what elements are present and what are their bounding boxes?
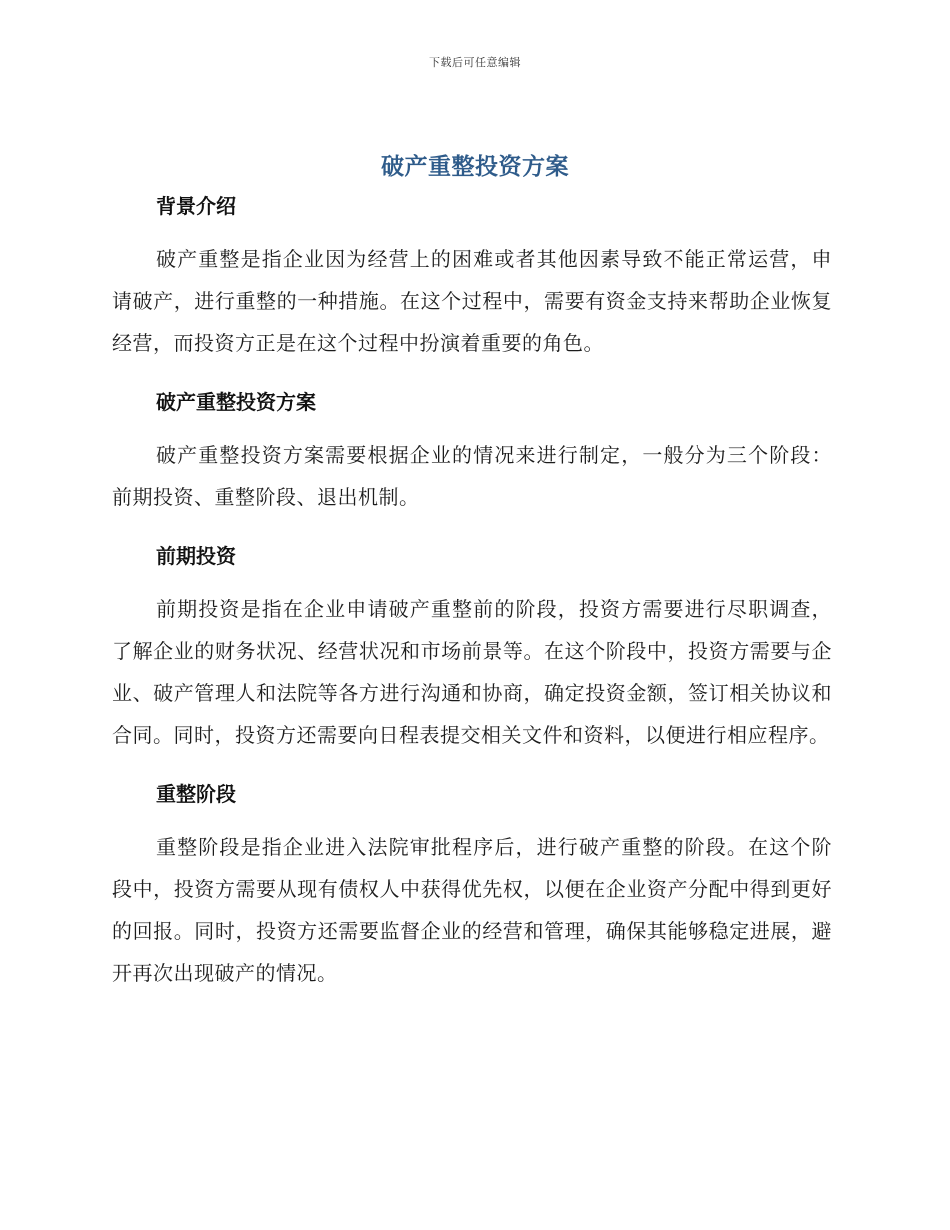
section-paragraph: 破产重整投资方案需要根据企业的情况来进行制定，一般分为三个阶段：前期投资、重整阶段、退出机制。 [112,443,832,509]
section-investment-plan [112,382,832,518]
section-heading: 破产重整投资方案 [156,390,316,414]
section-early-investment [112,536,832,756]
document-title: 破产重整投资方案 [381,154,569,180]
page-header-note: 下载后可任意编辑 [429,56,521,69]
document-body [112,186,832,1012]
section-paragraph: 重整阶段是指企业进入法院审批程序后，进行破产重整的阶段。在这个阶段中，投资方需要从现有债权人中获得优先权，以便在企业资产分配中得到更好的回报。同时，投资方还需要监督企业的经营和管理，确保其能够稳定进展，避开再次出现破产的情况。 [112,835,832,985]
section-paragraph: 前期投资是指在企业申请破产重整前的阶段，投资方需要进行尽职调查，了解企业的财务状况、经营状况和市场前景等。在这个阶段中，投资方需要与企业、破产管理人和法院等各方进行沟通和协商，确定投资金额，签订相关协议和合同。同时，投资方还需要向日程表提交相关文件和资料，以便进行相应程序。 [112,597,832,747]
section-heading: 前期投资 [156,544,236,568]
section-heading: 背景介绍 [156,194,236,218]
section-heading: 重整阶段 [156,782,236,806]
section-background [112,186,832,364]
section-paragraph: 破产重整是指企业因为经营上的困难或者其他因素导致不能正常运营，申请破产，进行重整的一种措施。在这个过程中，需要有资金支持来帮助企业恢复经营，而投资方正是在这个过程中扮演着重要的角色。 [112,247,832,355]
section-reorganization-stage [112,774,832,994]
